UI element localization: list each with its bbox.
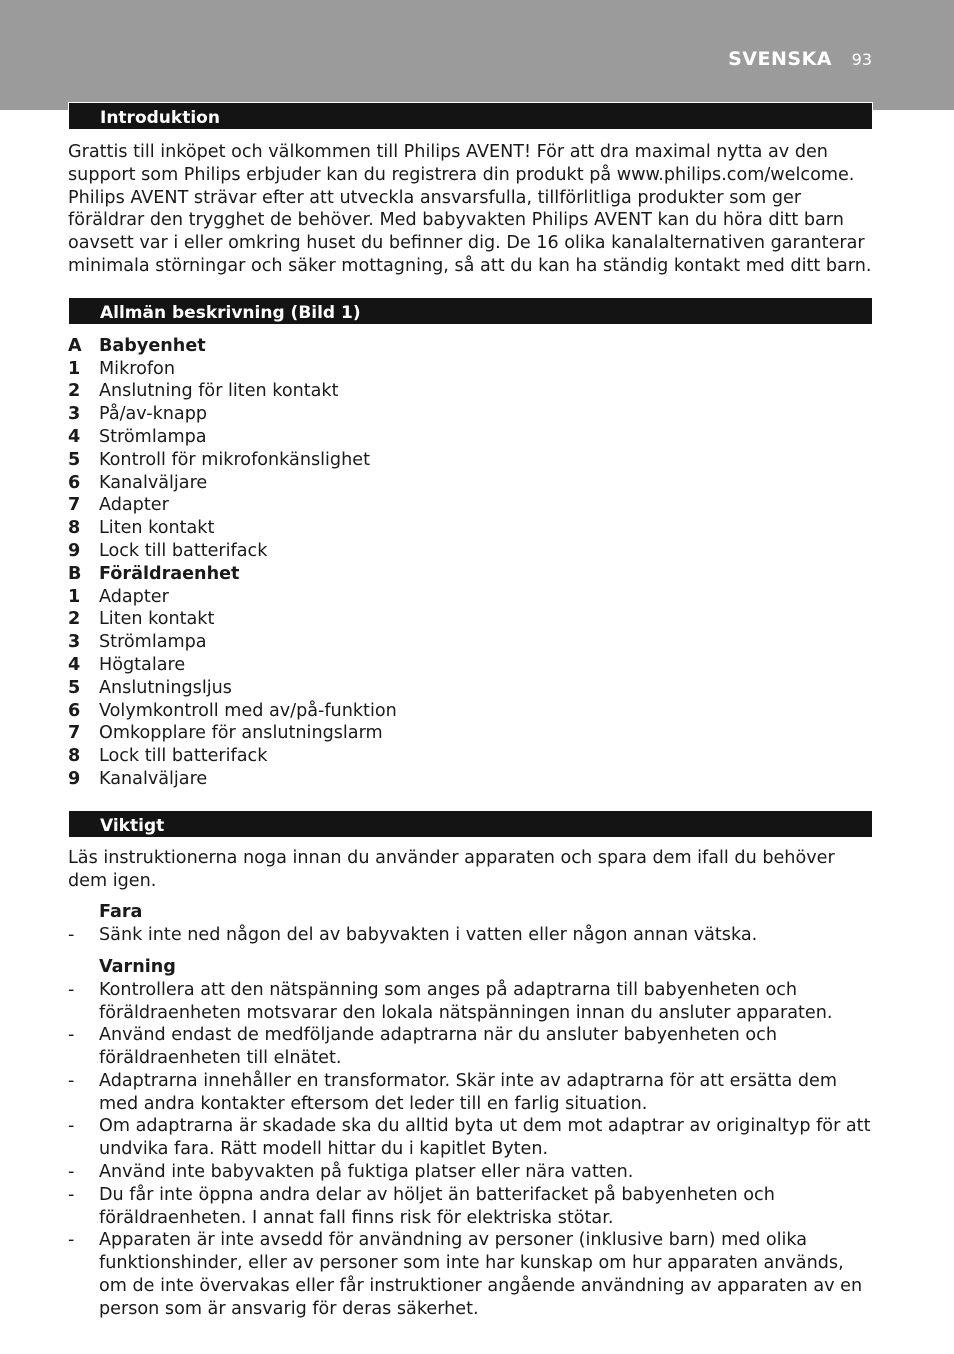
list-item xyxy=(68,677,873,700)
item-number: 6 xyxy=(68,472,81,493)
intro-paragraph: Philips AVENT strävar efter att utveckla ansvarsfulla, tillförlitliga produkter som ger föräldrar den trygghet de behöver. Med babyvakten Philips AVENT kan du höra ditt barn oavsett var i eller omkring huset du befinner dig. De 16 olika kanalalternativen garanterar minimala störningar och säker mottagning, så att du kan ha ständig kontakt med ditt barn. xyxy=(68,187,872,276)
item-label: Anslutning för liten kontakt xyxy=(99,381,339,402)
item-label: Kanalväljare xyxy=(99,768,208,789)
item-label: Anslutningsljus xyxy=(99,677,232,698)
item-number: 7 xyxy=(68,495,81,516)
bullet-item xyxy=(68,924,873,947)
item-label: Babyenhet xyxy=(99,335,206,356)
item-number: 1 xyxy=(68,586,81,607)
list-item xyxy=(68,586,873,609)
list-item xyxy=(68,745,873,768)
item-number: 4 xyxy=(68,654,81,675)
intro-paragraph: Grattis till inköpet och välkommen till Philips AVENT! För att dra maximal nytta av den support som Philips erbjuder kan du registrera din produkt på www.philips.com/welcome. xyxy=(68,142,855,185)
item-number: B xyxy=(68,563,82,584)
item-number: 7 xyxy=(68,723,81,744)
item-number: 5 xyxy=(68,449,81,470)
item-number: 2 xyxy=(68,609,81,630)
item-label: Strömlampa xyxy=(99,426,207,447)
list-item xyxy=(68,654,873,677)
bullet-text: Använd inte babyvakten på fuktiga platser eller nära vatten. xyxy=(99,1162,634,1183)
bullet-text: Om adaptrarna är skadade ska du alltid byta ut dem mot adaptrar av originaltyp för att undvika fara. Rätt modell hittar du i kapitlet Byten. xyxy=(99,1116,871,1160)
bullet-item xyxy=(68,1161,873,1184)
list-item xyxy=(68,517,873,540)
item-label: Kontroll för mikrofonkänslighet xyxy=(99,449,370,470)
item-number: 1 xyxy=(68,358,81,379)
item-number: 4 xyxy=(68,426,81,447)
item-label: Mikrofon xyxy=(99,358,175,379)
item-label: Lock till batterifack xyxy=(99,540,268,561)
bullet-item xyxy=(68,1024,873,1070)
bullet-dash: - xyxy=(68,1025,75,1046)
bullet-text: Du får inte öppna andra delar av höljet än batterifacket på babyenheten och föräldraenheten. I annat fall finns risk för elektriska stötar. xyxy=(99,1184,775,1228)
list-item xyxy=(68,494,873,517)
page-content xyxy=(68,102,873,1321)
important-section xyxy=(68,847,873,1321)
list-item xyxy=(68,449,873,472)
item-label: Högtalare xyxy=(99,654,186,675)
item-number: 9 xyxy=(68,768,81,789)
language-label: SVENSKA xyxy=(728,48,832,70)
item-label: På/av-knapp xyxy=(99,404,208,425)
item-label: Volymkontroll med av/på-funktion xyxy=(99,700,397,721)
bullet-item xyxy=(68,979,873,1025)
bullet-text: Kontrollera att den nätspänning som anges på adaptrarna till babyenheten och föräldraenheten motsvarar den lokala nätspänningen innan du ansluter apparaten. xyxy=(99,979,833,1023)
item-label: Föräldraenhet xyxy=(99,563,240,584)
item-number: 8 xyxy=(68,746,81,767)
bullet-text: Sänk inte ned någon del av babyvakten i vatten eller någon annan vätska. xyxy=(99,925,758,946)
list-item xyxy=(68,426,873,449)
list-item xyxy=(68,722,873,745)
bullet-dash: - xyxy=(68,979,75,1000)
danger-list xyxy=(68,924,873,947)
item-label: Liten kontakt xyxy=(99,609,215,630)
list-group-heading xyxy=(68,563,873,586)
list-item xyxy=(68,403,873,426)
bullet-dash: - xyxy=(68,925,75,946)
item-number: A xyxy=(68,335,82,356)
item-number: 8 xyxy=(68,518,81,539)
item-number: 5 xyxy=(68,677,81,698)
section-heading-introduktion: Introduktion xyxy=(68,102,873,130)
bullet-item xyxy=(68,1070,873,1116)
item-label: Kanalväljare xyxy=(99,472,208,493)
bullet-item xyxy=(68,1115,873,1161)
bullet-text: Använd endast de medföljande adaptrarna när du ansluter babyenheten och föräldraenheten till elnätet. xyxy=(99,1025,777,1069)
warning-list xyxy=(68,979,873,1321)
list-item xyxy=(68,700,873,723)
item-label: Liten kontakt xyxy=(99,518,215,539)
item-number: 3 xyxy=(68,404,81,425)
bullet-text: Adaptrarna innehåller en transformator. Skär inte av adaptrarna för att ersätta dem med andra kontakter eftersom det leder till en farlig situation. xyxy=(99,1070,837,1114)
list-item xyxy=(68,358,873,381)
bullet-dash: - xyxy=(68,1116,75,1137)
item-number: 3 xyxy=(68,632,81,653)
bullet-item xyxy=(68,1184,873,1230)
list-item xyxy=(68,768,873,791)
item-label: Strömlampa xyxy=(99,632,207,653)
item-label: Adapter xyxy=(99,495,169,516)
item-label: Adapter xyxy=(99,586,169,607)
item-label: Lock till batterifack xyxy=(99,746,268,767)
danger-heading: Fara xyxy=(99,902,143,923)
bullet-dash: - xyxy=(68,1162,75,1183)
list-group-heading xyxy=(68,335,873,358)
header-band xyxy=(0,0,954,110)
list-item xyxy=(68,472,873,495)
item-number: 2 xyxy=(68,381,81,402)
bullet-text: Apparaten är inte avsedd för användning av personer (inklusive barn) med olika funktionshinder, eller av personer som inte har kunskap om hur apparaten används, om de inte övervakas eller får instruktioner angående användning av apparaten av en person som är ansvarig för deras säkerhet. xyxy=(99,1230,863,1319)
list-item xyxy=(68,608,873,631)
item-number: 6 xyxy=(68,700,81,721)
bullet-dash: - xyxy=(68,1184,75,1205)
parts-list xyxy=(68,335,873,791)
intro-text xyxy=(68,141,873,278)
warning-heading: Varning xyxy=(99,956,176,977)
item-number: 9 xyxy=(68,540,81,561)
section-heading-description: Allmän beskrivning (Bild 1) xyxy=(68,297,873,325)
section-heading-viktigt: Viktigt xyxy=(68,810,873,838)
bullet-dash: - xyxy=(68,1230,75,1251)
list-item xyxy=(68,380,873,403)
page-number: 93 xyxy=(851,50,872,69)
bullet-item xyxy=(68,1229,873,1320)
list-item xyxy=(68,631,873,654)
important-intro: Läs instruktionerna noga innan du använder apparaten och spara dem ifall du behöver dem igen. xyxy=(68,847,835,891)
bullet-dash: - xyxy=(68,1070,75,1091)
list-item xyxy=(68,540,873,563)
item-label: Omkopplare för anslutningslarm xyxy=(99,723,383,744)
